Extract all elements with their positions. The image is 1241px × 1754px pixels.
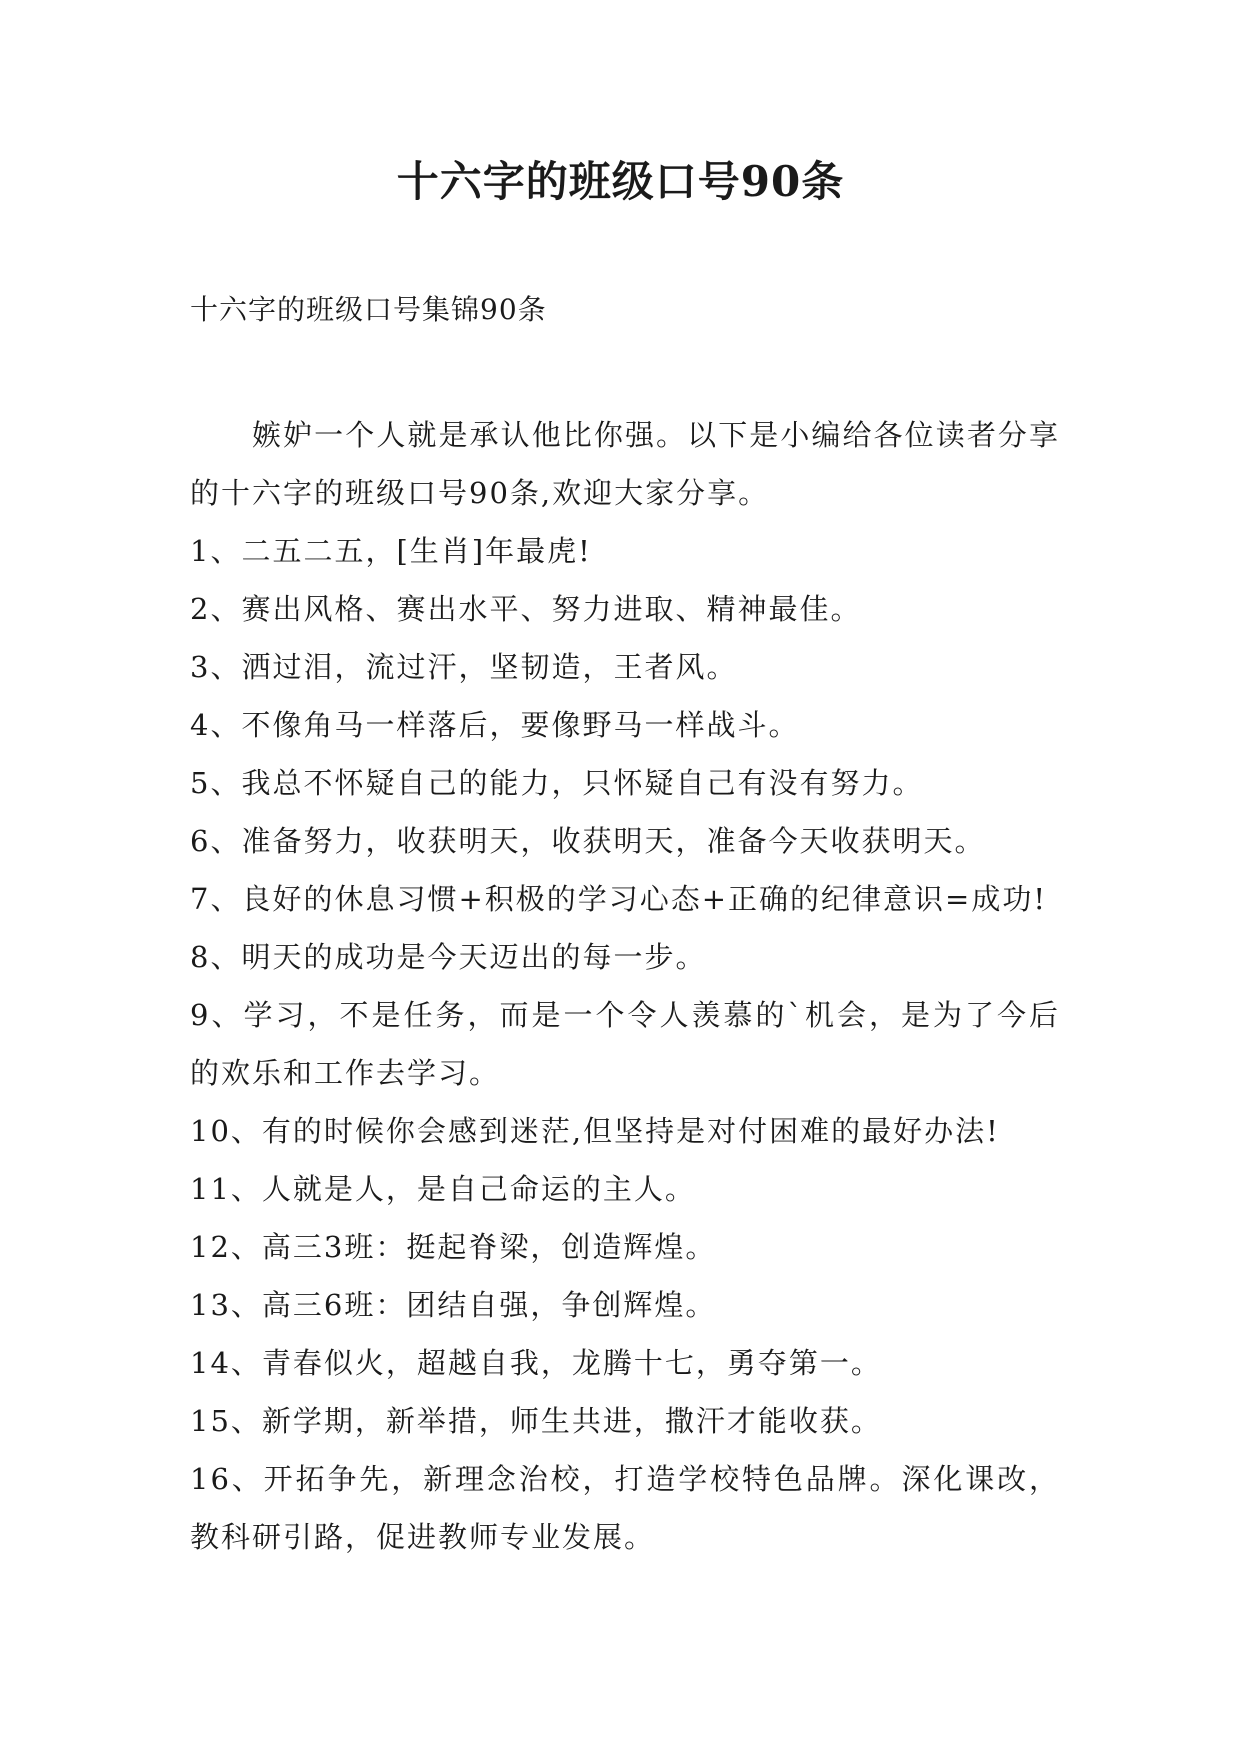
slogan-item-12: 12、高三3班：挺起脊梁，创造辉煌。 [190,1230,717,1264]
document-title: 十六字的班级口号90条 [396,157,845,206]
slogan-item-5: 5、我总不怀疑自己的能力，只怀疑自己有没有努力。 [190,766,924,800]
slogan-item-9: 9、学习，不是任务，而是一个令人羡慕的`机会，是为了今后的欢乐和工作去学习。 [190,998,1060,1090]
slogan-item-15: 15、新学期，新举措，师生共进，撒汗才能收获。 [190,1404,882,1438]
slogan-item-14: 14、青春似火，超越自我，龙腾十七，勇夺第一。 [190,1346,882,1380]
slogan-item-13: 13、高三6班：团结自强，争创辉煌。 [190,1288,717,1322]
slogan-item-1: 1、二五二五，[生肖]年最虎! [190,534,592,568]
slogan-item-3: 3、洒过泪，流过汗，坚韧造，王者风。 [190,650,738,684]
slogan-item-6: 6、准备努力，收获明天，收获明天，准备今天收获明天。 [190,824,986,858]
slogan-item-11: 11、人就是人，是自己命运的主人。 [190,1172,696,1206]
slogan-item-10: 10、有的时候你会感到迷茫,但坚持是对付困难的最好办法! [190,1114,1000,1148]
slogan-item-4: 4、不像角马一样落后，要像野马一样战斗。 [190,708,800,742]
intro-paragraph: 嫉妒一个人就是承认他比你强。以下是小编给各位读者分享的十六字的班级口号90条,欢迎大家分享。 [190,418,1060,510]
slogan-item-16: 16、开拓争先，新理念治校，打造学校特色品牌。深化课改，教科研引路，促进教师专业发展。 [190,1462,1060,1554]
slogan-item-7: 7、良好的休息习惯+积极的学习心态+正确的纪律意识=成功! [190,882,1048,916]
slogan-item-2: 2、赛出风格、赛出水平、努力进取、精神最佳。 [190,592,862,626]
slogan-item-8: 8、明天的成功是今天迈出的每一步。 [190,940,707,974]
document-subtitle: 十六字的班级口号集锦90条 [190,293,547,326]
document-body [190,406,1060,1566]
